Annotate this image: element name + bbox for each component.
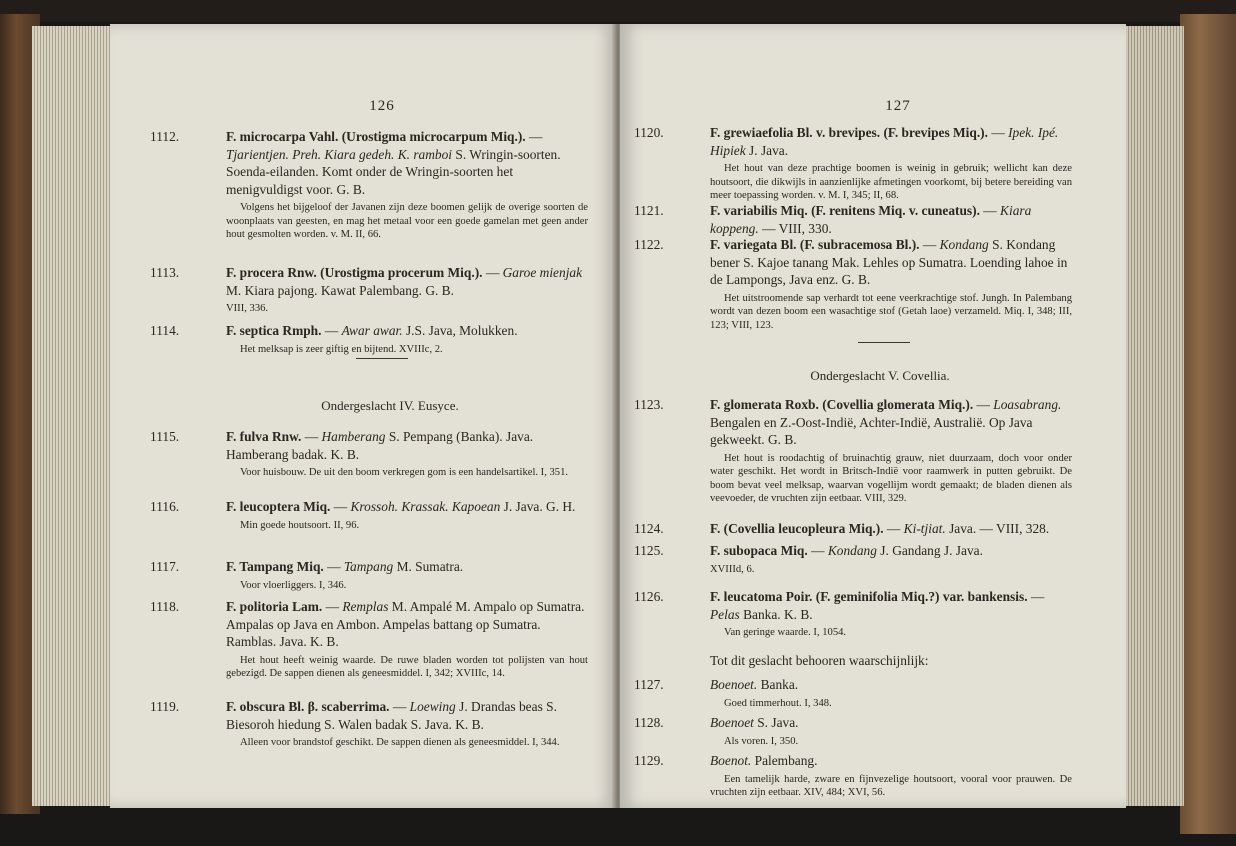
entry-1117	[150, 558, 588, 592]
section-divider	[858, 342, 910, 343]
page-edges-right	[1120, 26, 1184, 806]
species-name: F. obscura Bl. β. scaberrima.	[226, 699, 390, 714]
species-name: F. Tampang Miq.	[226, 559, 324, 574]
page-edges-left	[32, 26, 112, 806]
entry-1116	[150, 498, 588, 532]
entry-text: S. Pempang (Banka). Java. Hamberang badak. K. B.	[226, 429, 534, 462]
dash: —	[330, 499, 351, 514]
dash: —	[919, 237, 940, 252]
entry-1122	[634, 236, 1072, 332]
section-heading: Ondergeslacht V. Covellia.	[810, 368, 950, 383]
entry-text: Java. — VIII, 328.	[945, 521, 1050, 536]
entry-number: 1121.	[634, 203, 664, 218]
entry-reference: XVIIId, 6.	[710, 563, 755, 575]
entry-text: J. Gandang J. Java.	[876, 543, 983, 558]
entry-number: 1116.	[150, 499, 180, 514]
dash: —	[979, 203, 1001, 218]
page-number: 126	[369, 98, 395, 114]
entry-1123	[634, 396, 1072, 506]
entry-1118	[150, 598, 588, 681]
entry-1120	[634, 124, 1072, 203]
entry-text: Banka.	[757, 677, 799, 692]
entry-number: 1128.	[634, 715, 664, 730]
entry-text: M. Sumatra.	[393, 559, 464, 574]
vernacular-names: Boenot.	[710, 753, 752, 768]
species-name: F. variegata Bl. (F. subracemosa Bl.).	[710, 237, 920, 252]
species-name: F. variabilis Miq. (F. renitens Miq. v. cuneatus).	[710, 203, 980, 218]
entry-text: Bengalen en Z.-Oost-Indië, Achter-Indië, Australië. Op Java gekweekt. G. B.	[710, 414, 1033, 447]
species-name: F. glomerata Roxb. (Covellia glomerata Miq.).	[710, 397, 974, 412]
species-name: F. septica Rmph.	[226, 323, 322, 338]
entry-note: Het hout is roodachtig of bruinachtig grauw, niet duurzaam, doch voor onder water geschikt. Het wordt in Britsch-Indië voor raamwerk in putten gebruikt. De boom bevat veel melksap, waarvan vogellijm wordt gemaakt; de bladen dienen als veevoeder, de vruchten zijn eetbaar. VIII, 329.	[710, 452, 1072, 504]
entry-number: 1122.	[634, 237, 664, 252]
entry-note: Het melksap is zeer giftig en bijtend. XVIIIc, 2.	[240, 343, 443, 355]
dash: —	[987, 125, 1009, 140]
entry-note: Min goede houtsoort. II, 96.	[240, 519, 360, 531]
dash: —	[322, 599, 343, 614]
entry-text: Banka. K. B.	[739, 606, 813, 622]
species-name: F. fulva Rnw.	[226, 429, 302, 444]
entry-number: 1129.	[634, 753, 664, 768]
entry-number: 1117.	[150, 559, 180, 574]
entry-number: 1119.	[150, 699, 180, 714]
entry-1127	[634, 676, 1072, 710]
entry-1114	[150, 322, 588, 356]
entry-number: 1115.	[150, 429, 180, 444]
species-name: F. leucoptera Miq.	[226, 499, 331, 514]
species-name: F. subopaca Miq.	[710, 543, 808, 558]
dash: —	[323, 559, 344, 574]
entry-number: 1125.	[634, 543, 664, 558]
entry-note: Het hout heeft weinig waarde. De ruwe bladen worden tot polijsten van hout gebezigd. De sappen dienen als geneesmiddel. I, 342; XVIIIc, 14.	[226, 654, 588, 679]
entry-note: Als voren. I, 350.	[724, 735, 799, 747]
section-divider	[356, 358, 408, 359]
dash: —	[301, 429, 322, 444]
entry-number: 1120.	[634, 125, 664, 140]
entry-number: 1127.	[634, 677, 664, 692]
vernacular-names: Kiara koppeng.	[710, 203, 1032, 236]
entry-note: Een tamelijk harde, zware en fijnvezelige houtsoort, vooral voor prauwen. De vruchten zijn eetbaar. XIV, 484; XVI, 56.	[710, 773, 1072, 798]
entry-text: S. Kondang bener S. Kajoe tanang Mak. Lehles op Sumatra. Loending lahoe in de Lampongs, Java enz. G. B.	[710, 237, 1068, 287]
cover-right	[1180, 14, 1236, 834]
entry-1113	[150, 264, 588, 316]
left-page	[110, 24, 616, 808]
entry-number: 1112.	[150, 129, 180, 144]
vernacular-names: Kondang	[939, 237, 989, 252]
dash: —	[883, 521, 904, 536]
entry-number: 1114.	[150, 323, 180, 338]
entry-note: Alleen voor brandstof geschikt. De sappen dienen als geneesmiddel. I, 344.	[240, 737, 560, 748]
species-name: F. (Covellia leucopleura Miq.).	[710, 521, 884, 536]
entry-text: S. Wringin-soorten. Soenda-eilanden. Komt onder de Wringin-soorten het menigvuldigst voor. G. B.	[226, 146, 561, 197]
entry-text: Palembang.	[751, 753, 818, 768]
entry-text: J. Java. G. H.	[500, 499, 576, 514]
entry-number: 1126.	[634, 589, 664, 604]
entry-reference: VIII, 336.	[226, 303, 269, 314]
entry-text: J.S. Java, Molukken.	[402, 323, 518, 338]
entry-1124	[634, 520, 1072, 538]
entry-1121	[634, 202, 1072, 237]
entry-number: 1124.	[634, 521, 664, 536]
entry-text: M. Ampalé M. Ampalo op Sumatra. Ampalas op Java en Ambon. Ampelas battang op Sumatra. Ramblas. Java. K. B.	[226, 599, 585, 649]
species-name: F. microcarpa Vahl. (Urostigma microcarpum Miq.).	[226, 129, 526, 144]
species-name: F. leucatoma Poir. (F. geminifolia Miq.?) var. bankensis.	[710, 589, 1028, 604]
vernacular-names: Loasabrang.	[993, 397, 1062, 412]
dash: —	[482, 265, 503, 280]
dash: —	[807, 543, 828, 558]
entry-text: M. Kiara pajong. Kawat Palembang. G. B.	[226, 282, 454, 298]
entry-1128	[634, 714, 1072, 748]
background-top	[0, 0, 1236, 22]
dash: —	[525, 129, 543, 144]
vernacular-names: Boenoet.	[710, 677, 758, 692]
vernacular-names: Remplas	[342, 599, 389, 614]
dash: —	[321, 323, 342, 338]
right-page	[620, 24, 1126, 808]
entry-1112	[150, 128, 588, 242]
entry-note: Goed timmerhout. I, 348.	[724, 697, 832, 709]
entry-text: J. Java.	[745, 142, 789, 158]
species-name: F. grewiaefolia Bl. v. brevipes. (F. brevipes Miq.).	[710, 125, 988, 140]
entry-1115	[150, 428, 588, 480]
vernacular-names: Ki-tjiat.	[903, 521, 946, 536]
entry-1119	[150, 698, 588, 750]
vernacular-names: Garoe mienjak	[502, 265, 583, 280]
entry-note: Voor vloerliggers. I, 346.	[240, 579, 347, 591]
vernacular-names: Tampang	[343, 559, 394, 574]
page-number: 127	[885, 98, 911, 114]
vernacular-names: Hamberang	[321, 429, 386, 444]
entry-note: Het hout van deze prachtige boomen is weinig in gebruik; wellicht kan deze houtsoort, die dikwijls in aanzienlijke afmetingen voorkomt, bij betere bereiding van meer toepassing worden. v. M. I, 345; II, 68.	[710, 163, 1072, 201]
dash: —	[973, 397, 994, 412]
vernacular-names: Kondang	[827, 543, 877, 558]
vernacular-names: Tjarientjen. Preh. Kiara gedeh. K. ramboi	[226, 146, 453, 162]
entry-number: 1113.	[150, 265, 180, 280]
entry-note: Volgens het bijgeloof der Javanen zijn deze boomen gelijk de overige soorten de woonplaats van geesten, en mag het metaal voor een goede gamelan met geen ander hout gesmolten worden. v. M. II, 66.	[226, 202, 588, 240]
dash: —	[1027, 589, 1045, 604]
vernacular-names: Ipek. Ipé. Hipiek	[710, 125, 1059, 158]
vernacular-names: Loewing	[409, 699, 456, 714]
species-name: F. politoria Lam.	[226, 599, 323, 614]
section-heading: Ondergeslacht IV. Eusyce.	[321, 398, 459, 413]
entry-text: S. Java.	[753, 715, 799, 730]
vernacular-names: Pelas	[710, 606, 740, 622]
vernacular-names: Krossoh. Krassak. Kapoean	[350, 499, 501, 514]
entry-1129	[634, 752, 1072, 800]
entry-note: Voor huisbouw. De uit den boom verkregen gom is een handelsartikel. I, 351.	[240, 467, 569, 478]
entry-note: Van geringe waarde. I, 1054.	[724, 627, 847, 638]
entry-number: 1118.	[150, 599, 180, 614]
entry-note: Het uitstroomende sap verhardt tot eene veerkrachtige stof. Jungh. In Palembang wordt van dezen boom een wasachtige stof (Getah laoe) verzameld. Miq. I, 348; III, 123; VIII, 123.	[710, 292, 1072, 331]
closing-line: Tot dit geslacht behooren waarschijnlijk:	[710, 653, 929, 668]
dash: —	[389, 699, 410, 714]
vernacular-names: Boenoet	[710, 715, 754, 730]
entry-number: 1123.	[634, 397, 664, 412]
entry-1126	[634, 588, 1072, 640]
entry-1125	[634, 542, 1072, 576]
vernacular-names: Awar awar.	[341, 323, 403, 338]
species-name: F. procera Rnw. (Urostigma procerum Miq.).	[226, 265, 483, 280]
entry-text: J. Drandas beas S. Biesoroh hiedung S. Walen badak S. Java. K. B.	[226, 699, 557, 732]
entry-text: — VIII, 330.	[758, 220, 832, 236]
